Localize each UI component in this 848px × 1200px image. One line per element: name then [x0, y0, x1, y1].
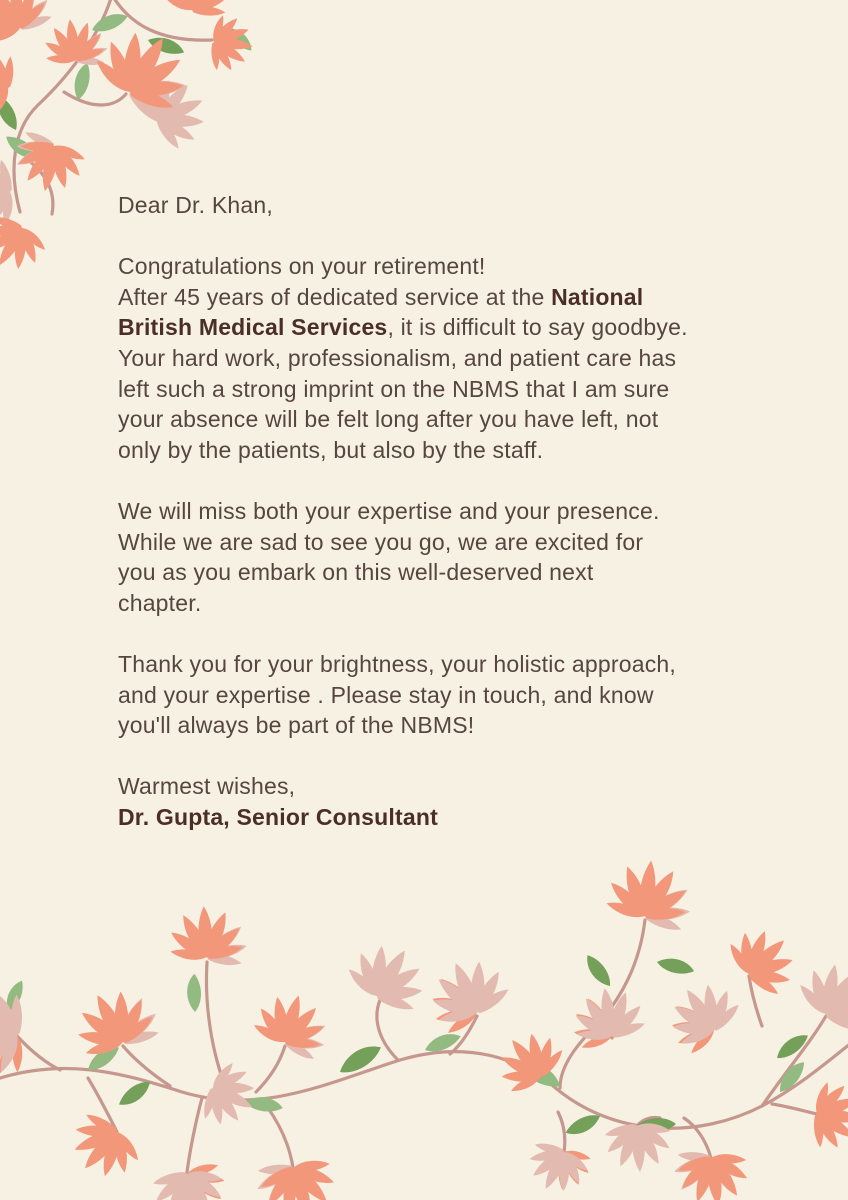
org-name-part2: British Medical Services — [118, 314, 388, 341]
honeysuckle-flower — [0, 848, 848, 1200]
org-name-part1: National — [551, 283, 644, 310]
salutation — [118, 190, 778, 221]
signature: Dr. Gupta, Senior Consultant — [118, 803, 438, 830]
middle-paragraph: We will miss both your expertise and your presence. While we are sad to see you go, we are excited for you as you embark on this well-deserved next chapter. — [118, 497, 660, 616]
honeysuckle-floral-border — [0, 848, 848, 1200]
letter-body — [118, 190, 778, 832]
thanks-paragraph: Thank you for your brightness, your holistic approach, and your expertise . Please stay in touch, and know you'll always be part of the NBMS! — [118, 650, 676, 739]
signoff-wishes: Warmest wishes, — [118, 773, 296, 800]
opening-paragraph: Congratulations on your retirement! After 45 years of dedicated service at the National British Medical Services, it is difficult to say goodbye. Your hard work, professionalism, and patient care has left such a strong imprint on the NBMS that I am sure your absence will be felt long after you have left, not only by the patients, but also by the staff. — [118, 253, 688, 463]
signoff — [118, 771, 778, 832]
salutation-text: Dear Dr. Khan, — [118, 192, 273, 218]
